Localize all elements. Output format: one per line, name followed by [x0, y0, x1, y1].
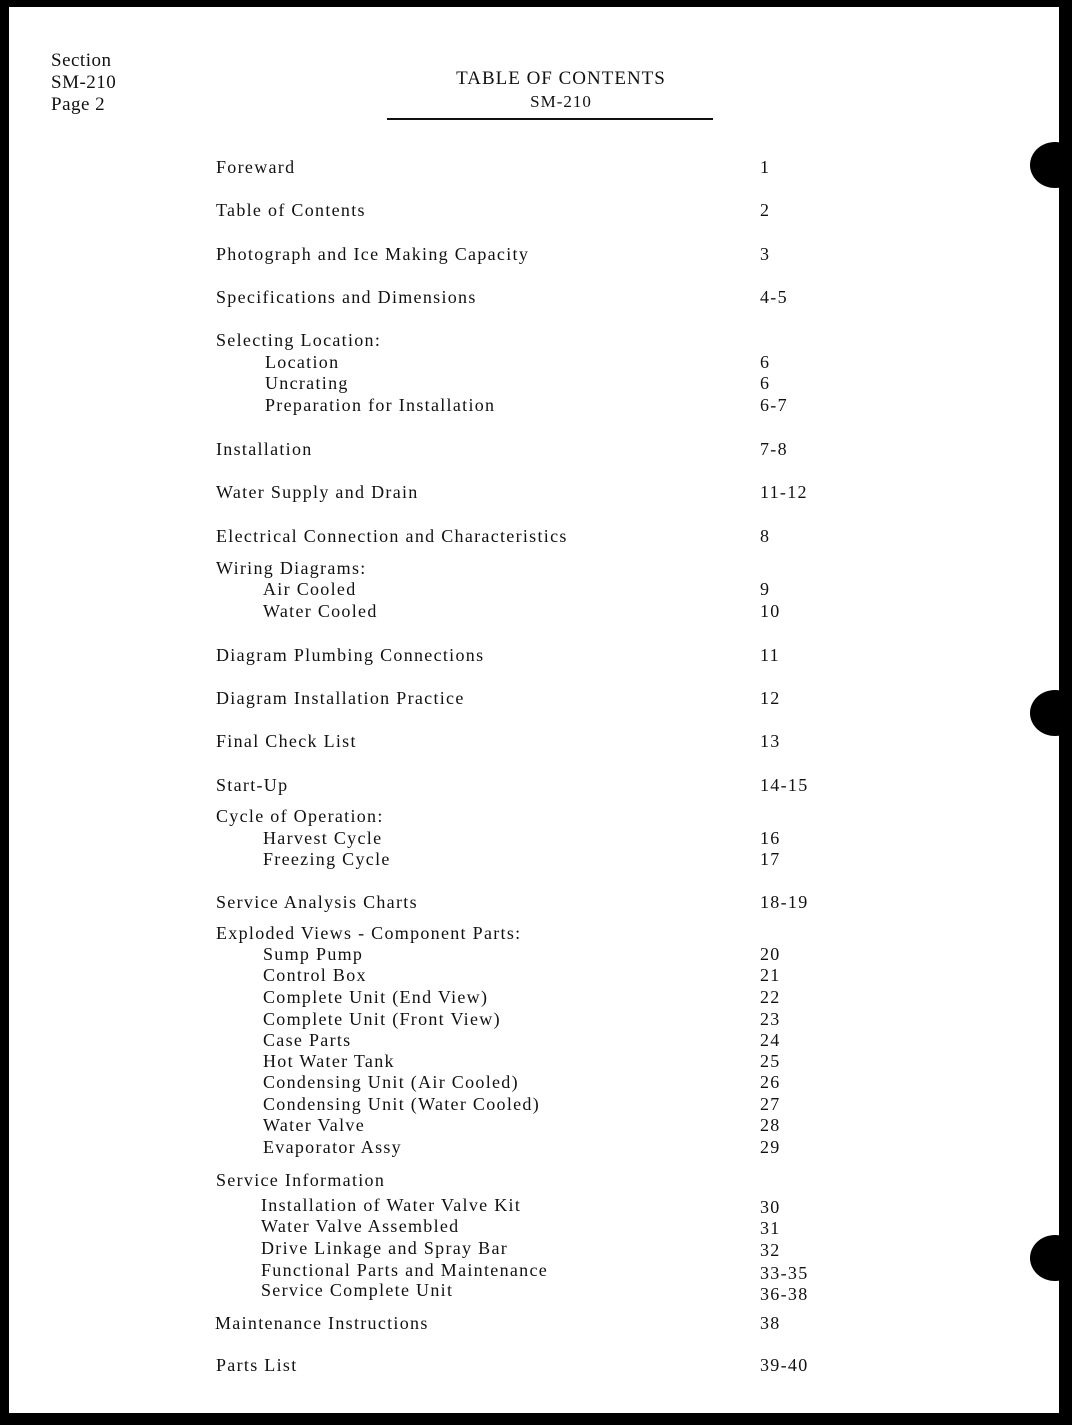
- toc-entry-page: 11: [760, 645, 780, 665]
- toc-entry-page: 14-15: [760, 775, 809, 795]
- toc-entry-page: 32: [760, 1240, 781, 1260]
- toc-entry-page: 2: [760, 200, 771, 220]
- toc-entry-title: Drive Linkage and Spray Bar: [261, 1238, 509, 1258]
- toc-entry-page: 27: [760, 1094, 781, 1114]
- toc-entry-page: 26: [760, 1072, 781, 1092]
- section-line: Section: [51, 50, 112, 71]
- toc-entry-title: Start-Up: [216, 775, 289, 795]
- document-subtitle: SM-210: [530, 92, 592, 111]
- toc-entry-page: 6: [760, 373, 771, 393]
- toc-entry-page: 6-7: [760, 395, 788, 415]
- toc-entry-page: 33-35: [760, 1263, 809, 1283]
- document-title: TABLE OF CONTENTS: [456, 68, 666, 89]
- toc-entry-title: Case Parts: [263, 1030, 352, 1050]
- toc-entry-title: Water Valve Assembled: [261, 1216, 460, 1236]
- toc-entry-title: Water Valve: [263, 1115, 365, 1135]
- toc-entry-title: Service Complete Unit: [261, 1280, 454, 1300]
- toc-entry-page: 30: [760, 1197, 781, 1217]
- binder-hole: [1030, 1235, 1072, 1281]
- toc-entry-page: 9: [760, 579, 771, 599]
- toc-entry-page: 11-12: [760, 482, 808, 502]
- section-label: [51, 50, 116, 116]
- toc-entry-title: Installation: [216, 439, 313, 459]
- toc-section-heading: Selecting Location:: [216, 330, 382, 350]
- toc-entry-page: 20: [760, 944, 781, 964]
- toc-entry-title: Final Check List: [216, 731, 357, 751]
- toc-entry-title: Control Box: [263, 965, 367, 985]
- toc-entry-title: Functional Parts and Maintenance: [261, 1260, 549, 1280]
- toc-entry-page: 23: [760, 1009, 781, 1029]
- toc-entry-title: Condensing Unit (Water Cooled): [263, 1094, 541, 1114]
- toc-entry-title: Freezing Cycle: [263, 849, 391, 869]
- toc-entry-title: Hot Water Tank: [263, 1051, 395, 1071]
- toc-entry-title: Maintenance Instructions: [215, 1313, 429, 1333]
- toc-entry-page: 10: [760, 601, 781, 621]
- toc-entry-page: 36-38: [760, 1284, 809, 1304]
- toc-entry-page: 22: [760, 987, 781, 1007]
- toc-entry-page: 1: [760, 157, 771, 177]
- toc-entry-title: Diagram Plumbing Connections: [216, 645, 485, 665]
- toc-entry-title: Complete Unit (End View): [263, 987, 489, 1007]
- toc-entry-page: 6: [760, 352, 771, 372]
- toc-entry-title: Service Analysis Charts: [216, 892, 418, 912]
- toc-entry-page: 17: [760, 849, 781, 869]
- toc-entry-title: Installation of Water Valve Kit: [261, 1195, 522, 1215]
- toc-entry-page: 24: [760, 1030, 781, 1050]
- toc-entry-page: 18-19: [760, 892, 809, 912]
- toc-entry-title: Harvest Cycle: [263, 828, 383, 848]
- toc-entry-page: 13: [760, 731, 781, 751]
- binder-hole: [1030, 690, 1072, 736]
- toc-entry-title: Air Cooled: [263, 579, 357, 599]
- toc-entry-page: 4-5: [760, 287, 788, 307]
- binder-hole: [1030, 142, 1072, 188]
- toc-entry-title: Evaporator Assy: [263, 1137, 402, 1157]
- toc-entry-title: Photograph and Ice Making Capacity: [216, 244, 530, 264]
- section-code: SM-210: [51, 72, 117, 93]
- toc-entry-page: 12: [760, 688, 781, 708]
- page-number-label: Page 2: [51, 94, 106, 115]
- toc-entry-title: Foreward: [216, 157, 296, 177]
- toc-entry-page: 38: [760, 1313, 781, 1333]
- toc-entry-title: Table of Contents: [216, 200, 366, 220]
- toc-section-heading: Service Information: [216, 1170, 386, 1190]
- toc-entry-title: Electrical Connection and Characteristics: [216, 526, 568, 546]
- title-underline: [387, 118, 713, 120]
- toc-entry-title: Complete Unit (Front View): [263, 1009, 501, 1029]
- toc-section-heading: Exploded Views - Component Parts:: [216, 923, 522, 943]
- toc-entry-page: 7-8: [760, 439, 788, 459]
- toc-entry-title: Condensing Unit (Air Cooled): [263, 1072, 519, 1092]
- toc-entry-title: Parts List: [216, 1355, 298, 1375]
- toc-entry-title: Specifications and Dimensions: [216, 287, 477, 307]
- toc-entry-page: 3: [760, 244, 771, 264]
- toc-section-heading: Cycle of Operation:: [216, 806, 384, 826]
- toc-entry-title: Water Cooled: [263, 601, 378, 621]
- toc-entry-title: Sump Pump: [263, 944, 364, 964]
- toc-entry-title: Water Supply and Drain: [216, 482, 419, 502]
- toc-entry-page: 29: [760, 1137, 781, 1157]
- toc-entry-page: 16: [760, 828, 781, 848]
- toc-section-heading: Wiring Diagrams:: [216, 558, 367, 578]
- toc-entry-title: Diagram Installation Practice: [216, 688, 465, 708]
- toc-entry-page: 8: [760, 526, 771, 546]
- toc-entry-page: 39-40: [760, 1355, 809, 1375]
- toc-entry-page: 31: [760, 1218, 781, 1238]
- toc-entry-page: 28: [760, 1115, 781, 1135]
- toc-entry-page: 25: [760, 1051, 781, 1071]
- toc-entry-title: Location: [265, 352, 340, 372]
- document-page: [9, 7, 1062, 1413]
- toc-entry-page: 21: [760, 965, 781, 985]
- toc-entry-title: Preparation for Installation: [265, 395, 496, 415]
- toc-entry-title: Uncrating: [265, 373, 349, 393]
